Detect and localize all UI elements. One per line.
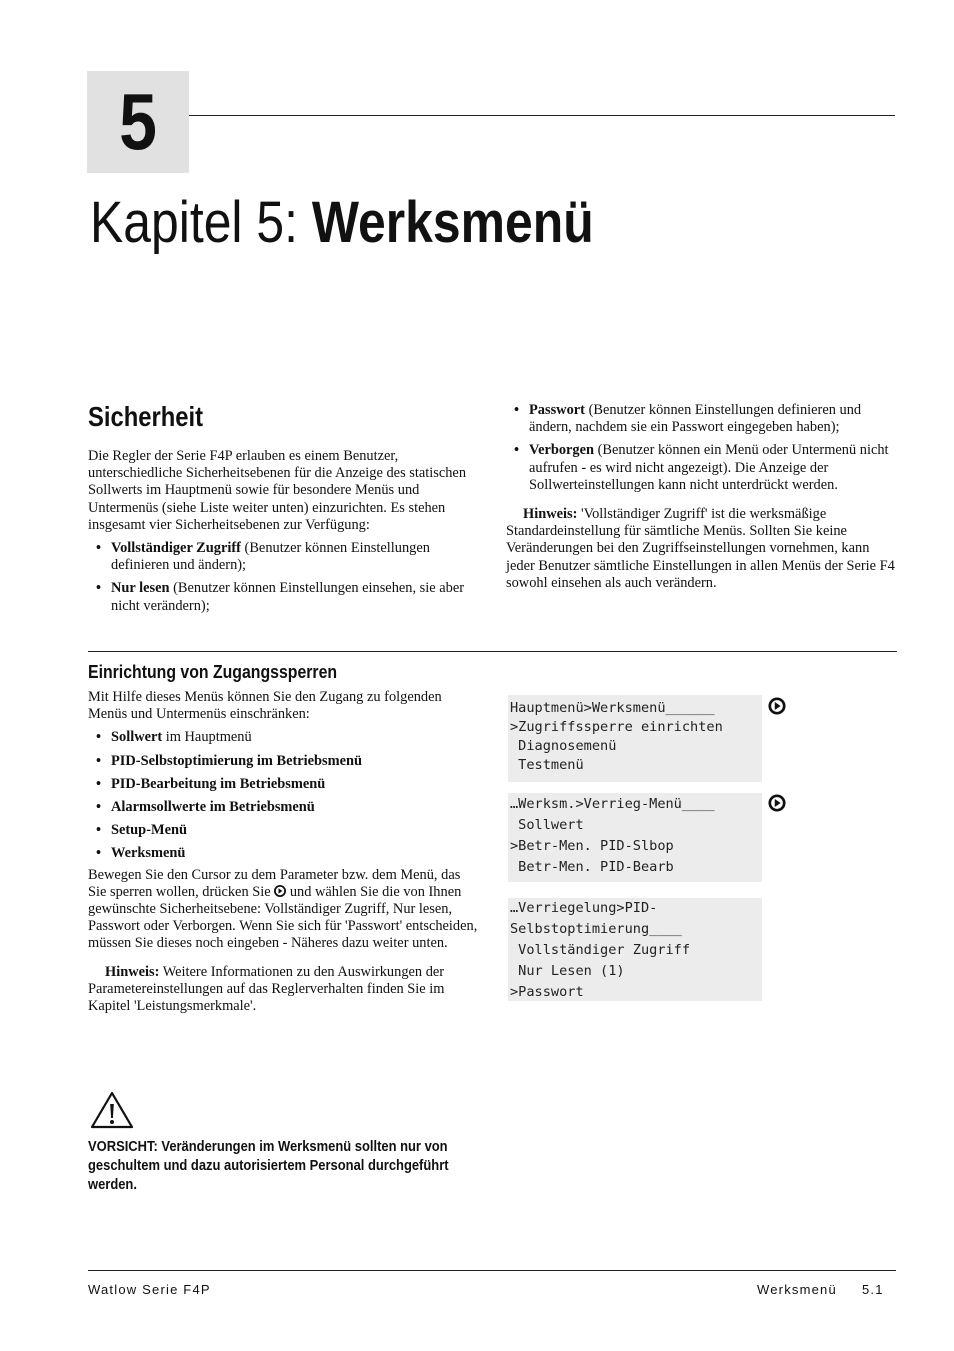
- chapter-title-prefix: Kapitel 5:: [90, 190, 312, 255]
- lcd-line: Vollständiger Zugriff: [510, 942, 691, 958]
- lockable-menu-item: [88, 729, 480, 746]
- caution-text: VORSICHT: Veränderungen im Werksmenü sollten nur von geschultem und dazu autorisiertem Personal durchgeführt werden.: [88, 1139, 449, 1193]
- security-level-name: Verborgen: [529, 442, 595, 459]
- lcd-line: Nur Lesen (1): [510, 963, 625, 979]
- security-level-list-b: [506, 402, 898, 494]
- chapter-rule: [189, 115, 895, 116]
- lockable-menu-name: PID-Selbstoptimierung im Betriebsmenü: [111, 752, 363, 769]
- lockable-menu-item: [88, 776, 480, 793]
- note-label: Hinweis:: [105, 963, 160, 980]
- lcd-line: >Zugriffssperre einrichten: [510, 719, 723, 735]
- security-level-desc: (Benutzer können Einstellungen einsehen, sie aber nicht verändern);: [111, 580, 465, 614]
- instruction-text-b: und wählen Sie die von Ihnen gewünschte Sicherheitsebene: Vollständiger Zugriff, Nur lesen, Passwort oder Verborgen. Wenn Sie sich für 'Passwort' entscheiden, müssen Sie dieses noch eingeben - Näheres dazu weiter unten.: [88, 883, 478, 952]
- lcd-line: Testmenü: [510, 757, 584, 773]
- lcd-line: Selbstoptimierung____: [510, 921, 682, 937]
- advance-key-icon: [768, 794, 786, 812]
- note-label: Hinweis:: [523, 506, 578, 523]
- lcd-screen-verriegelung-menu: [508, 793, 762, 882]
- sicherheit-intro: Die Regler der Serie F4P erlauben es einem Benutzer, unterschiedliche Sicherheitsebenen für die Anzeige des statischen Sollwerts im Hauptmenü sowie für besondere Menüs und Untermenüs (siehe Liste weiter unten) einzurichten. Es stehen insgesamt vier Sicherheitsebenen zur Verfügung:: [88, 448, 467, 533]
- section-heading-sicherheit: Sicherheit: [88, 401, 204, 432]
- lcd-screen-pid-selbstoptimierung: [508, 898, 762, 1001]
- advance-key-icon: [768, 697, 786, 715]
- lockable-menu-name: Sollwert: [111, 729, 163, 746]
- lockable-menu-name: Alarmsollwerte im Betriebsmenü: [111, 799, 315, 816]
- chapter-number: 5: [119, 77, 157, 166]
- security-level-desc: (Benutzer können Einstellungen definieren und ändern, nachdem sie ein Passwort eingegeben haben);: [529, 402, 862, 436]
- security-level-name: Nur lesen: [111, 580, 170, 597]
- footer-section: Werksmenü: [757, 1282, 837, 1297]
- zugangssperren-column: [88, 689, 480, 1015]
- lockable-menu-name: Werksmenü: [111, 845, 186, 862]
- security-level-desc: (Benutzer können Einstellungen definieren und ändern);: [111, 540, 430, 574]
- lockable-menu-name: Setup-Menü: [111, 822, 187, 839]
- note-text: Weitere Informationen zu den Auswirkungen der Parametereinstellungen auf das Reglerverhalten finden Sie im Kapitel 'Leistungsmerkmale'.: [88, 963, 445, 1015]
- security-level-name: Passwort: [529, 402, 585, 418]
- chapter-title-bold: Werksmenü: [311, 190, 594, 255]
- sicherheit-note: [506, 506, 898, 592]
- security-level-item: [506, 442, 898, 494]
- instruction-text-a: Bewegen Sie den Cursor zu dem Parameter bzw. dem Menü, das Sie sperren wollen, drücken Sie: [88, 866, 461, 900]
- lcd-line: >Passwort: [510, 984, 584, 1000]
- lockable-menu-item: [88, 822, 480, 839]
- advance-key-icon: [274, 885, 286, 897]
- lcd-line: …Werksm.>Verrieg-Menü____: [510, 796, 715, 812]
- sicherheit-left-column: [88, 448, 480, 615]
- lockable-menu-suffix: im Hauptmenü: [162, 729, 252, 746]
- lcd-line: Hauptmenü>Werksmenü______: [510, 700, 715, 716]
- subsection-heading-zugangssperren: Einrichtung von Zugangssperren: [88, 662, 338, 682]
- chapter-title: [90, 186, 594, 260]
- lockable-menu-list: [88, 729, 480, 862]
- security-level-name: Vollständiger Zugriff: [111, 540, 241, 557]
- lcd-line: Sollwert: [510, 817, 584, 833]
- footer-page-number: 5.1: [862, 1282, 884, 1297]
- lcd-line: Betr-Men. PID-Bearb: [510, 859, 674, 875]
- footer-rule: [88, 1270, 896, 1271]
- warning-triangle-icon: [90, 1091, 134, 1129]
- lockable-menu-item: [88, 753, 480, 770]
- lockable-menu-item: [88, 799, 480, 816]
- note-text: 'Vollständiger Zugriff' ist die werksmäßige Standardeinstellung für sämtliche Menüs. Sollten Sie keine Veränderungen bei den Zugriffseinstellungen vornehmen, kann jeder Benutzer sämtliche Einstellungen in allen Menüs der Serie F4 sowohl einsehen als auch verändern.: [506, 506, 895, 591]
- lcd-line: …Verriegelung>PID-: [510, 900, 658, 916]
- security-level-desc: (Benutzer können ein Menü oder Untermenü nicht aufrufen - es wird nicht angezeigt). Die Anzeige der Sollwerteinstellungen kann nicht unterdrückt werden.: [529, 442, 889, 493]
- lcd-line: Diagnosemenü: [510, 738, 617, 754]
- lockable-menu-name: PID-Bearbeitung im Betriebsmenü: [111, 775, 326, 792]
- sicherheit-right-column: [506, 402, 898, 592]
- security-level-item: [506, 402, 898, 436]
- lcd-line: >Betr-Men. PID-Slbop: [510, 838, 674, 854]
- security-level-item: [88, 580, 480, 614]
- section-divider: [88, 651, 897, 652]
- security-level-list-a: [88, 540, 480, 615]
- security-level-item: [88, 540, 480, 574]
- zugangssperren-note: [88, 964, 480, 1016]
- zugangssperren-instruction: [88, 867, 480, 953]
- footer-product: Watlow Serie F4P: [88, 1282, 211, 1297]
- lcd-screen-hauptmenu: [508, 695, 762, 782]
- zugangssperren-intro: Mit Hilfe dieses Menüs können Sie den Zugang zu folgenden Menüs und Untermenüs einschränken:: [88, 689, 442, 723]
- lockable-menu-item: [88, 845, 480, 862]
